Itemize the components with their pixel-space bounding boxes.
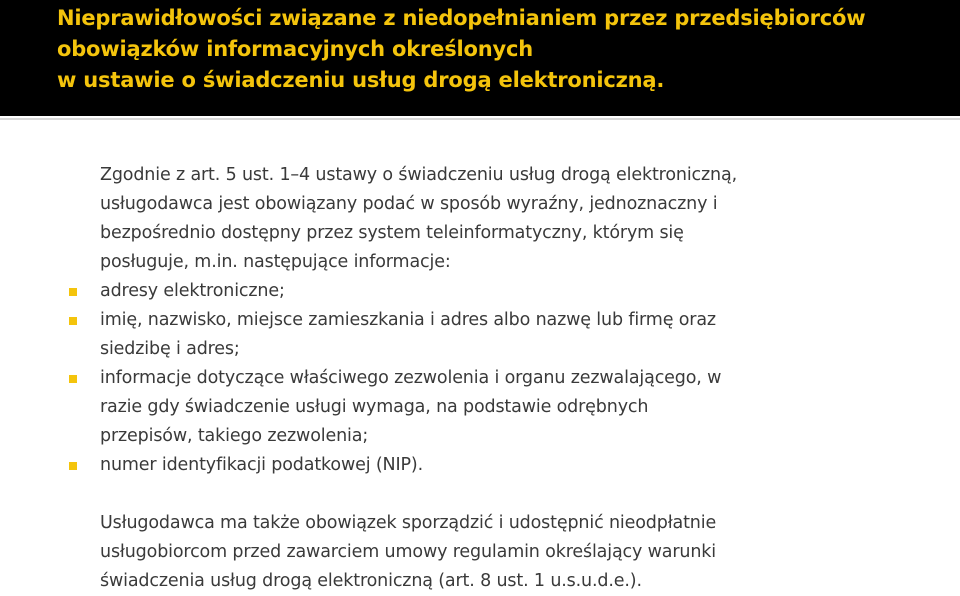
closing-line: świadczenia usług drogą elektroniczną (art. 8 ust. 1 u.s.u.d.e.). [100, 571, 642, 591]
title-bar [0, 0, 960, 116]
bullet-item-permit [100, 364, 950, 451]
bullet-item-email [100, 277, 950, 306]
square-bullet-icon [69, 288, 77, 296]
square-bullet-icon [69, 317, 77, 325]
intro-line: posługuje, m.in. następujące informacje: [100, 252, 451, 272]
closing-paragraph [100, 509, 950, 596]
bullet-line-wrap [100, 364, 950, 393]
closing-line: Usługodawca ma także obowiązek sporządzić i udostępnić nieodpłatnie [100, 513, 717, 533]
bullet-text: siedzibę i adres; [100, 339, 240, 359]
bullet-item-nip [100, 451, 950, 480]
intro-paragraph [100, 161, 950, 277]
bullet-text: numer identyfikacji podatkowej (NIP). [100, 455, 423, 475]
square-bullet-icon [69, 375, 77, 383]
closing-line: usługobiorcom przed zawarciem umowy regulamin określający warunki [100, 542, 716, 562]
bullet-line-wrap [100, 277, 950, 306]
bullet-list [100, 277, 950, 480]
slide-title [57, 3, 937, 96]
bullet-line-wrap [100, 451, 950, 480]
intro-line: Zgodnie z art. 5 ust. 1–4 ustawy o świadczeniu usług drogą elektroniczną, [100, 165, 737, 185]
bullet-text: przepisów, takiego zezwolenia; [100, 426, 369, 446]
intro-line: bezpośrednio dostępny przez system teleinformatyczny, którym się [100, 223, 684, 243]
bullet-item-name-address [100, 306, 950, 364]
bullet-text: adresy elektroniczne; [100, 281, 285, 301]
title-line-3: w ustawie o świadczeniu usług drogą elektroniczną. [57, 68, 665, 92]
bullet-text: imię, nazwisko, miejsce zamieszkania i adres albo nazwę lub firmę oraz [100, 310, 716, 330]
intro-line: usługodawca jest obowiązany podać w sposób wyraźny, jednoznaczny i [100, 194, 718, 214]
bullet-text: razie gdy świadczenie usługi wymaga, na podstawie odrębnych [100, 397, 649, 417]
bullet-line-wrap [100, 306, 950, 335]
title-divider [0, 118, 960, 120]
slide-body [100, 161, 950, 596]
paragraph-spacer [100, 480, 950, 509]
square-bullet-icon [69, 462, 77, 470]
bullet-text: informacje dotyczące właściwego zezwolenia i organu zezwalającego, w [100, 368, 722, 388]
title-line-2: obowiązków informacyjnych określonych [57, 37, 533, 61]
title-line-1: Nieprawidłowości związane z niedopełnianiem przez przedsiębiorców [57, 6, 866, 30]
